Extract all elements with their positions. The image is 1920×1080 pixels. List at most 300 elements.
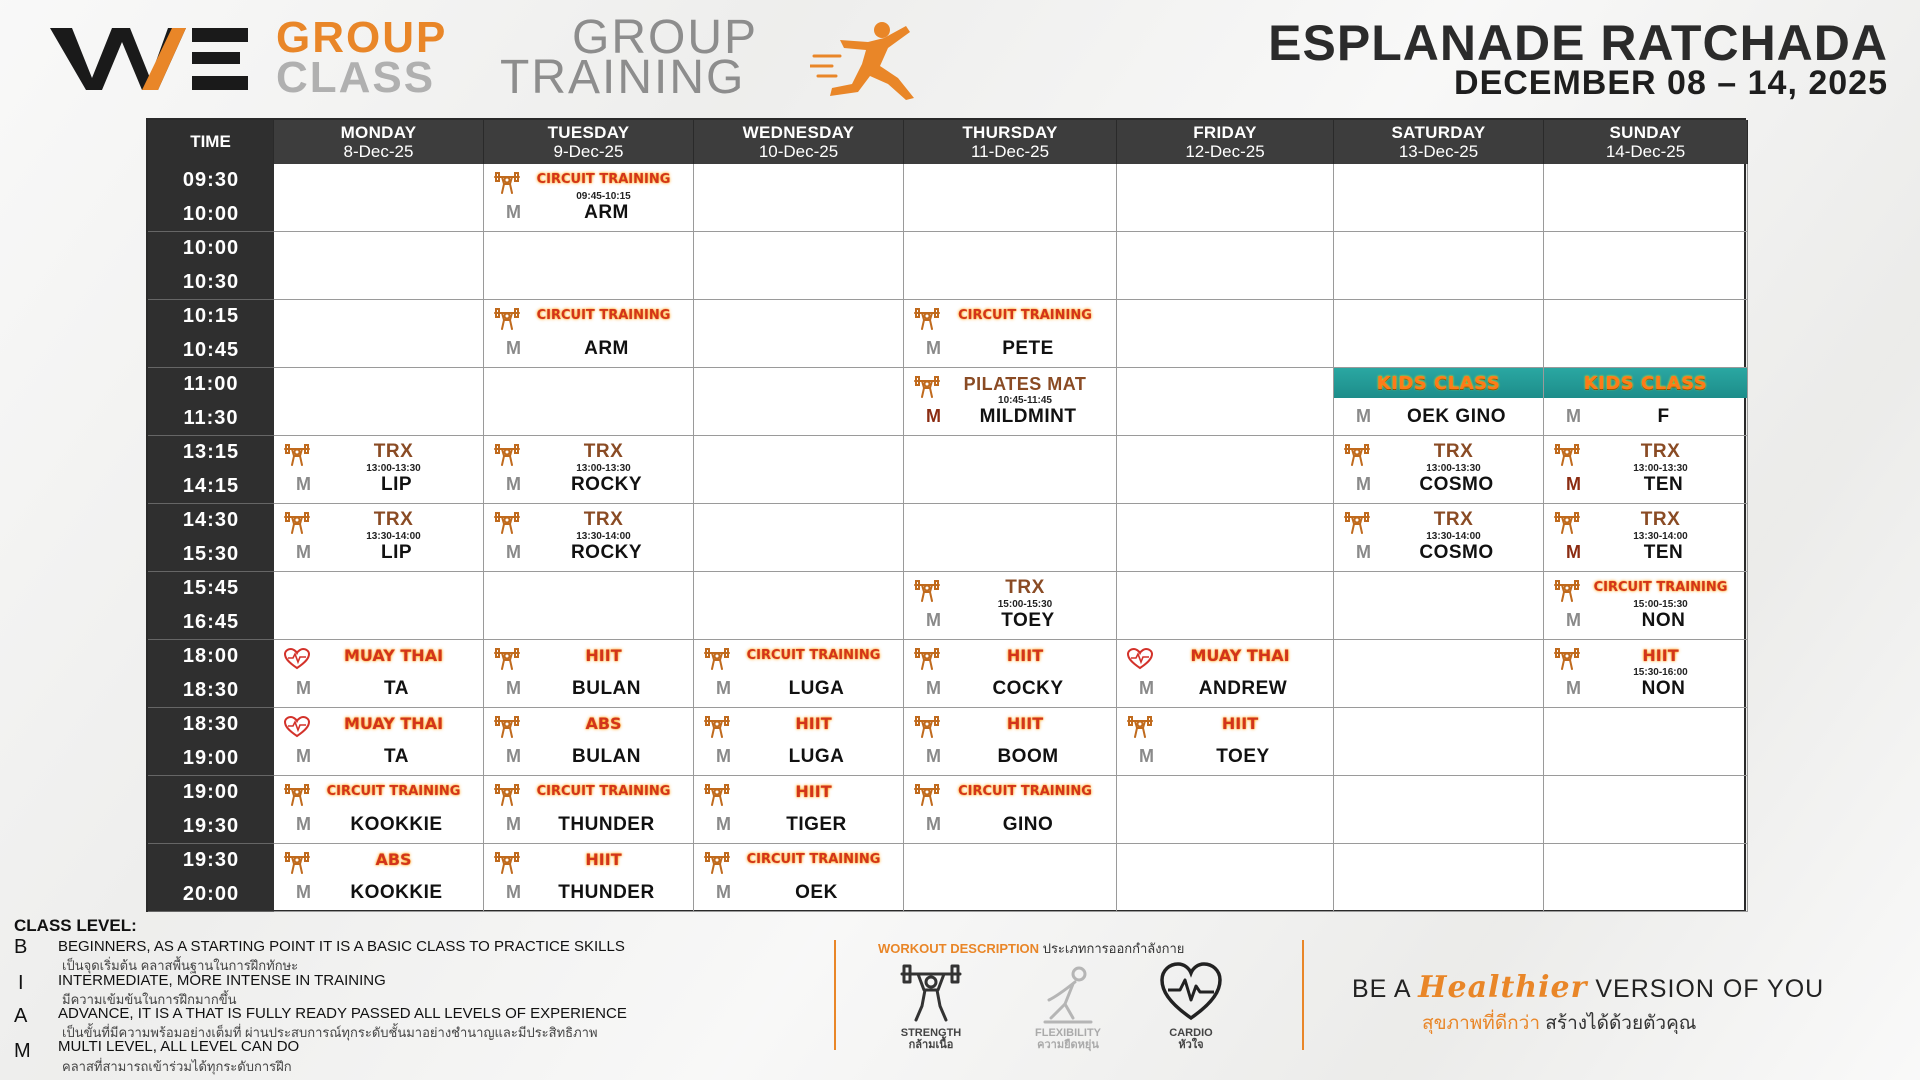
class-level: M [296,474,311,494]
time-start: 19:00 [182,781,240,804]
class-name: CIRCUIT TRAINING [746,648,881,663]
class-level-title: CLASS LEVEL: [14,916,137,935]
class-name: TRX [583,509,624,530]
level-code-a: A [14,1005,28,1027]
class-level: M [296,882,311,902]
class-level: M [716,882,731,902]
class-level: M [926,406,941,426]
class-level: M [1566,474,1581,494]
class-slot[interactable] [694,776,904,844]
class-slot[interactable] [694,844,904,912]
logo-title-group: GROUP [276,13,448,62]
class-time: 09:45-10:15 [576,191,631,202]
class-coach: TIGER [786,814,847,835]
class-coach: OEK [795,882,838,903]
class-coach: ARM [584,202,629,223]
schedule-cell [274,300,484,368]
class-name: CIRCUIT TRAINING [326,784,461,799]
class-coach: COSMO [1419,474,1494,495]
schedule-cell [694,368,904,436]
class-slot[interactable] [274,640,484,708]
strength-icon [1554,648,1580,670]
class-level: M [1566,610,1581,630]
day-date: 13-Dec-25 [1398,141,1479,161]
class-time: 13:30-14:00 [366,531,421,542]
logo-title-group-2: GROUP [572,11,759,64]
day-name: SATURDAY [1391,122,1486,142]
level-code-m: M [14,1040,31,1062]
class-coach: MILDMINT [979,406,1077,427]
schedule-cell [694,232,904,300]
time-start: 18:30 [182,713,240,736]
class-name: MUAY THAI [343,714,444,733]
class-name: TRX [373,509,414,530]
time-slot [148,844,274,912]
strength-icon [284,444,310,466]
workout-title-en: WORKOUT DESCRIPTION [878,941,1040,956]
schedule-cell [274,572,484,640]
class-coach: GINO [1002,814,1054,835]
class-name: TRX [1640,441,1681,462]
schedule-dates: DECEMBER 08 – 14, 2025 [1454,64,1888,102]
class-slot[interactable] [904,776,1117,844]
class-slot[interactable] [274,436,484,504]
strength-icon [1344,512,1370,534]
class-level: M [506,338,521,358]
level-desc-th-b: เป็นจุดเริ่มต้น คลาสพื้นฐานในการฝึกทักษะ [62,958,299,973]
class-level: M [506,202,521,222]
class-slot[interactable] [1334,504,1544,572]
class-slot[interactable] [904,368,1117,436]
day-date: 9-Dec-25 [553,141,624,161]
schedule-cell [1334,572,1544,640]
schedule-cell [1544,232,1748,300]
strength-icon [704,716,730,738]
class-coach: KOOKKIE [350,814,443,835]
class-name: HIIT [585,850,622,869]
schedule-cell [1117,844,1334,912]
time-slot [148,776,274,844]
time-end: 16:45 [182,610,240,633]
class-slot[interactable] [1544,572,1748,640]
time-start: 10:15 [182,305,240,328]
schedule-cell [694,572,904,640]
class-name: CIRCUIT TRAINING [958,308,1092,323]
class-coach: COCKY [992,678,1064,699]
time-slot [148,436,274,504]
footer-divider-right [1302,940,1304,1050]
class-coach: F [1657,406,1670,427]
class-name: TRX [373,441,414,462]
tagline: BE A Healthier VERSION OF YOU [1352,970,1825,1005]
schedule-cell [1544,708,1748,776]
schedule-cell [274,164,484,232]
class-coach: KOOKKIE [350,882,443,903]
class-time: 13:00-13:30 [1426,463,1481,474]
schedule-cell [904,232,1117,300]
day-date: 14-Dec-25 [1605,141,1686,161]
schedule-cell [1334,640,1544,708]
schedule-cell [694,436,904,504]
strength-icon [914,308,940,330]
strength-icon [494,716,520,738]
class-time: 15:00-15:30 [997,599,1053,610]
we-logo [50,20,250,95]
strength-icon [494,784,520,806]
schedule-cell [1117,436,1334,504]
class-name: MUAY THAI [343,646,444,665]
day-header-tuesday [484,120,694,164]
schedule-cell [1334,232,1544,300]
strength-icon [284,512,310,534]
schedule-cell [1334,708,1544,776]
class-name: HIIT [1221,714,1259,733]
time-slot [148,640,274,708]
class-level: M [1139,746,1154,766]
time-start: 14:30 [182,509,240,532]
level-desc-th-a: เป็นขั้นที่มีความพร้อมอย่างเต็มที่ ผ่านประสบการณ์ทุกระดับชั้นมาอย่างชำนาญและมีประสิทธิภาพ [62,1025,598,1040]
class-level: M [926,338,941,358]
schedule-cell [1117,368,1334,436]
class-slot[interactable] [904,640,1117,708]
runner-icon [810,16,930,100]
time-slot [148,504,274,572]
class-slot[interactable] [484,436,694,504]
logo-title-class: CLASS [276,53,436,102]
class-slot[interactable] [1544,436,1748,504]
class-coach: BOOM [997,746,1059,767]
time-start: 10:00 [182,237,240,260]
class-coach: TEN [1643,542,1684,563]
schedule-cell [1117,572,1334,640]
class-slot[interactable] [904,300,1117,368]
class-coach: BULAN [572,678,641,699]
class-coach: LIP [380,542,413,563]
class-time: 13:00-13:30 [1633,463,1688,474]
time-header: TIME [148,120,274,164]
strength-icon [704,648,730,670]
class-time: 13:00-13:30 [366,463,421,474]
day-name: THURSDAY [962,122,1058,142]
class-level: M [716,814,731,834]
time-end: 10:00 [182,202,240,225]
tagline-thai: สุขภาพที่ดีกว่า สร้างได้ด้วยตัวคุณ [1422,1013,1697,1034]
time-end: 10:30 [182,270,240,293]
day-name: MONDAY [340,122,417,142]
class-name: CIRCUIT TRAINING [536,308,671,323]
class-coach: LIP [380,474,413,495]
class-slot[interactable] [904,708,1117,776]
level-code-i: I [18,972,24,994]
class-slot[interactable] [1117,640,1334,708]
class-slot[interactable] [1544,640,1748,708]
time-start: 11:00 [183,373,239,396]
class-level: M [926,610,941,630]
class-slot[interactable] [484,708,694,776]
venue-title: ESPLANADE RATCHADA [1268,15,1888,71]
class-slot[interactable] [484,300,694,368]
time-end: 10:45 [182,338,240,361]
class-coach: TOEY [1001,610,1055,631]
class-coach: TOEY [1216,746,1270,767]
class-slot[interactable] [484,776,694,844]
class-slot[interactable] [904,572,1117,640]
class-name: ABS [585,714,622,733]
strength-label: STRENGTH กล้ามเนื้อ [900,1027,962,1051]
schedule-cell [484,572,694,640]
strength-icon [898,960,964,1026]
day-header-wednesday [694,120,904,164]
class-time: 15:00-15:30 [1633,599,1688,610]
level-desc-i: INTERMEDIATE, MORE INTENSE IN TRAINING [58,972,386,989]
time-end: 15:30 [182,542,240,565]
class-name: TRX [1005,577,1045,598]
strength-icon [284,784,310,806]
day-header-saturday [1334,120,1544,164]
strength-icon [494,444,520,466]
class-level: M [1356,474,1371,494]
time-start: 18:00 [182,645,240,668]
strength-icon [914,648,940,670]
class-name: HIIT [585,646,622,665]
class-coach: ROCKY [570,474,643,495]
class-coach: ARM [584,338,629,359]
class-level: M [1566,542,1581,562]
flexibility-label: FLEXIBILITY ความยืดหยุ่น [1035,1027,1101,1051]
class-level: M [926,746,941,766]
time-slot [148,164,274,232]
time-start: 19:30 [182,849,240,872]
strength-icon [1554,512,1580,534]
footer-divider-left [834,940,836,1050]
time-start: 13:15 [182,441,240,464]
class-slot[interactable] [694,708,904,776]
class-time: 13:30-14:00 [1426,531,1481,542]
schedule-cell [1117,164,1334,232]
class-level: M [296,542,311,562]
cardio-icon [284,716,310,738]
cardio-icon [284,648,310,670]
kids-class-banner: KIDS CLASS [1544,368,1747,398]
day-date: 8-Dec-25 [343,141,414,161]
class-level: M [1356,542,1371,562]
class-time: 13:30-14:00 [576,531,631,542]
class-name: TRX [1640,509,1681,530]
schedule-cell [1544,164,1748,232]
workout-title-th: ประเภทการออกกำลังกาย [1042,941,1185,956]
class-slot[interactable] [1334,436,1544,504]
schedule-cell [694,300,904,368]
day-date: 12-Dec-25 [1185,141,1265,161]
class-level: M [1139,678,1154,698]
class-coach: ROCKY [570,542,643,563]
class-slot[interactable] [274,708,484,776]
class-coach: LUGA [788,746,845,767]
class-level: M [296,814,311,834]
class-level: M [506,542,521,562]
class-level: M [296,746,311,766]
class-name: HIIT [1006,646,1044,665]
time-end: 20:00 [182,882,240,905]
class-name: HIIT [795,714,832,733]
strength-icon [704,784,730,806]
class-name: CIRCUIT TRAINING [746,852,881,867]
class-coach: NON [1641,678,1686,699]
schedule-cell [484,368,694,436]
class-coach: LUGA [788,678,845,699]
class-coach: ANDREW [1198,678,1288,699]
strength-icon [1344,444,1370,466]
class-name: CIRCUIT TRAINING [1593,580,1728,595]
class-time: 15:30-16:00 [1633,667,1688,678]
class-level: M [1356,406,1371,426]
strength-icon [494,648,520,670]
class-coach: BULAN [572,746,641,767]
class-slot[interactable] [484,504,694,572]
strength-icon [914,716,940,738]
class-coach: TA [384,746,409,767]
schedule-cell [1544,776,1748,844]
day-header-monday [274,120,484,164]
class-slot[interactable] [274,776,484,844]
class-level: M [1566,406,1581,426]
class-slot[interactable] [1334,368,1544,436]
class-name: TRX [583,441,624,462]
schedule-cell [904,436,1117,504]
schedule-cell [904,164,1117,232]
class-slot[interactable] [1544,368,1748,436]
tagline-script: Healthier [1418,970,1588,1005]
cardio-icon [1158,960,1224,1026]
workout-description-title [878,938,1184,959]
class-level: M [716,746,731,766]
class-name: CIRCUIT TRAINING [958,784,1092,799]
class-name: TRX [1433,441,1474,462]
schedule-cell [694,164,904,232]
class-level: M [296,678,311,698]
class-level: M [506,882,521,902]
class-slot[interactable] [1117,708,1334,776]
schedule-cell [1334,844,1544,912]
class-name: HIIT [795,782,832,801]
class-level: M [506,678,521,698]
strength-icon [494,852,520,874]
strength-icon [494,172,520,194]
strength-icon [914,376,940,398]
time-slot [148,232,274,300]
class-time: 13:30-14:00 [1633,531,1688,542]
cardio-icon [1127,648,1153,670]
strength-icon [1554,444,1580,466]
time-slot [148,300,274,368]
flexibility-icon [1035,960,1101,1026]
strength-icon [1554,580,1580,602]
class-slot[interactable] [274,844,484,912]
class-name: TRX [1433,509,1474,530]
logo-title-training: TRAINING [500,51,746,104]
schedule-cell [1117,232,1334,300]
schedule-cell [1334,164,1544,232]
class-coach: PETE [1002,338,1054,359]
class-name: MUAY THAI [1190,646,1290,665]
level-code-b: B [14,936,28,958]
class-level: M [926,814,941,834]
time-end: 11:30 [183,406,239,429]
class-level: M [506,474,521,494]
class-level: M [1566,678,1581,698]
strength-icon [494,308,520,330]
day-header-thursday [904,120,1117,164]
class-time: 13:00-13:30 [576,463,631,474]
class-name: ABS [375,850,412,869]
class-name: HIIT [1006,714,1044,733]
strength-icon [284,852,310,874]
time-end: 18:30 [182,678,240,701]
schedule-cell [904,844,1117,912]
level-desc-th-m: คลาสที่สามารถเข้าร่วมได้ทุกระดับการฝึก [62,1059,292,1074]
class-slot[interactable] [694,640,904,708]
class-slot[interactable] [484,640,694,708]
schedule-table [146,118,1746,912]
class-level: M [506,746,521,766]
strength-icon [914,580,940,602]
level-desc-a: ADVANCE, IT IS A THAT IS FULLY READY PASSED ALL LEVELS OF EXPERIENCE [58,1005,627,1022]
schedule-cell [1334,300,1544,368]
class-coach: THUNDER [558,814,655,835]
class-slot[interactable] [484,164,694,232]
time-slot [148,572,274,640]
class-name: PILATES MAT [963,374,1087,394]
strength-icon [1127,716,1153,738]
schedule-cell [1544,300,1748,368]
day-name: FRIDAY [1193,122,1257,142]
class-time: 10:45-11:45 [998,395,1052,406]
class-coach: COSMO [1419,542,1494,563]
class-name: HIIT [1642,646,1679,665]
day-name: SUNDAY [1609,122,1682,142]
class-slot[interactable] [1544,504,1748,572]
schedule-cell [274,368,484,436]
class-slot[interactable] [484,844,694,912]
day-date: 11-Dec-25 [970,141,1050,161]
day-date: 10-Dec-25 [758,141,839,161]
schedule-cell [694,504,904,572]
schedule-cell [1117,776,1334,844]
schedule-cell [1117,300,1334,368]
schedule-cell [904,504,1117,572]
class-level: M [716,678,731,698]
class-slot[interactable] [274,504,484,572]
schedule-cell [1117,504,1334,572]
level-desc-m: MULTI LEVEL, ALL LEVEL CAN DO [58,1038,300,1055]
schedule-cell [274,232,484,300]
day-header-friday [1117,120,1334,164]
class-coach: NON [1641,610,1686,631]
schedule-cell [484,232,694,300]
kids-class-banner: KIDS CLASS [1334,368,1543,398]
time-end: 19:30 [182,814,240,837]
class-name: CIRCUIT TRAINING [536,784,671,799]
schedule-cell [1334,776,1544,844]
class-coach: THUNDER [558,882,655,903]
time-end: 14:15 [182,474,240,497]
schedule-cell [1544,844,1748,912]
class-level: M [926,678,941,698]
strength-icon [704,852,730,874]
class-coach: OEK GINO [1406,406,1506,427]
time-end: 19:00 [182,746,240,769]
class-level: M [506,814,521,834]
